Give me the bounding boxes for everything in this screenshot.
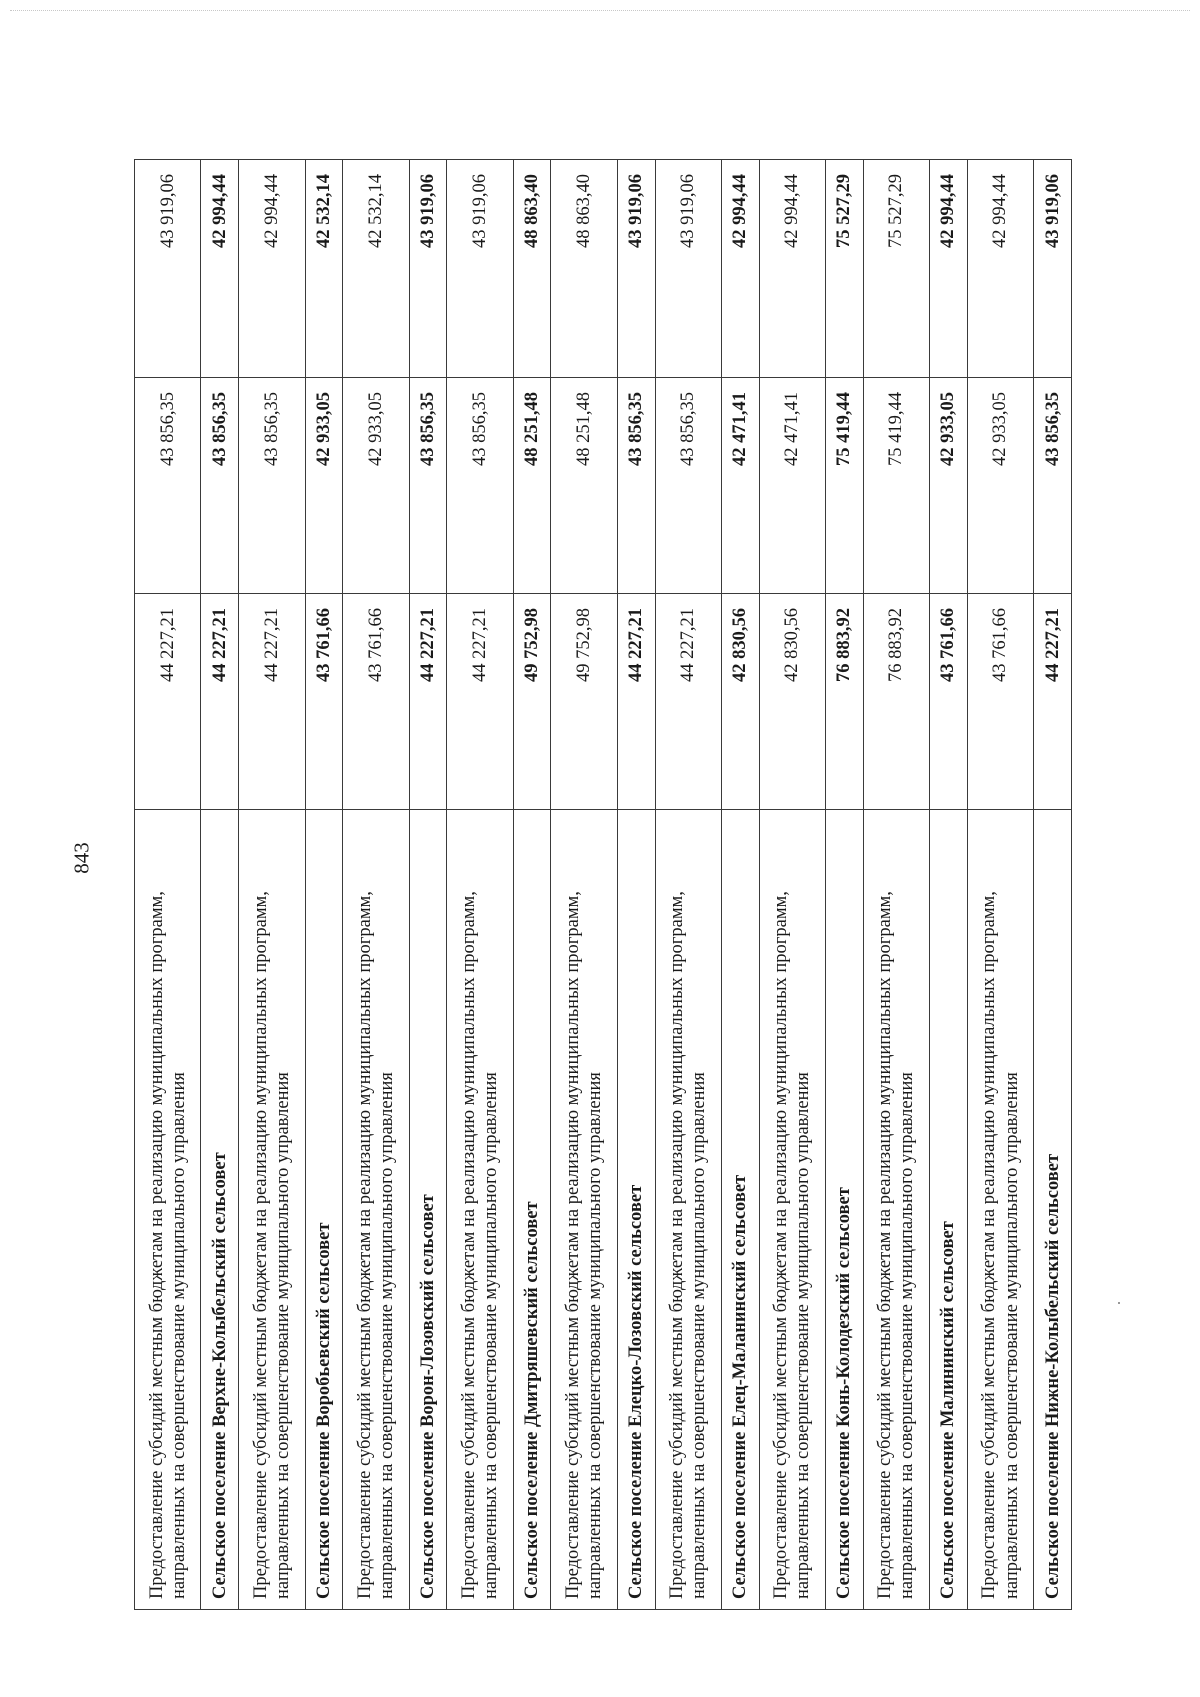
row-value-1: 43 761,66 [930, 594, 968, 810]
settlement-row [305, 160, 343, 1610]
row-value-1: 43 761,66 [305, 594, 343, 810]
budget-table [134, 159, 1072, 1610]
row-value-3: 48 863,40 [513, 160, 551, 378]
subsidy-row [239, 160, 305, 1610]
row-value-3: 42 994,44 [239, 160, 305, 378]
row-value-2: 43 856,35 [201, 378, 239, 594]
row-value-2: 42 933,05 [930, 378, 968, 594]
row-label: Сельское поселение Нижне-Колыбельский сельсовет [1034, 810, 1072, 1610]
row-value-2: 48 251,48 [551, 378, 617, 594]
subsidy-row [551, 160, 617, 1610]
row-value-2: 75 419,44 [863, 378, 929, 594]
row-label: Сельское поселение Дмитряшевский сельсовет [513, 810, 551, 1610]
row-value-1: 43 761,66 [967, 594, 1033, 810]
row-label: Предоставление субсидий местным бюджетам на реализацию муниципальных программ, направленных на совершенствование муниципального управления [239, 810, 305, 1610]
settlement-row [826, 160, 864, 1610]
row-value-2: 43 856,35 [447, 378, 513, 594]
row-value-1: 44 227,21 [655, 594, 721, 810]
row-value-3: 42 994,44 [201, 160, 239, 378]
row-value-1: 49 752,98 [513, 594, 551, 810]
settlement-row [930, 160, 968, 1610]
row-value-2: 43 856,35 [1034, 378, 1072, 594]
row-value-2: 43 856,35 [239, 378, 305, 594]
subsidy-row [447, 160, 513, 1610]
row-value-2: 43 856,35 [409, 378, 447, 594]
row-value-3: 42 994,44 [967, 160, 1033, 378]
settlement-row [617, 160, 655, 1610]
row-value-2: 42 471,41 [721, 378, 759, 594]
rotated-table-wrap [134, 160, 1072, 1610]
row-value-3: 43 919,06 [135, 160, 201, 378]
row-value-1: 44 227,21 [135, 594, 201, 810]
row-value-1: 42 830,56 [759, 594, 825, 810]
row-value-1: 44 227,21 [617, 594, 655, 810]
scan-border-line [10, 10, 1190, 11]
row-label: Сельское поселение Елецко-Лозовский сельсовет [617, 810, 655, 1610]
row-value-3: 43 919,06 [655, 160, 721, 378]
row-value-3: 43 919,06 [1034, 160, 1072, 378]
row-value-1: 44 227,21 [239, 594, 305, 810]
row-value-3: 42 994,44 [759, 160, 825, 378]
row-value-3: 43 919,06 [617, 160, 655, 378]
row-value-3: 42 994,44 [930, 160, 968, 378]
row-value-1: 44 227,21 [201, 594, 239, 810]
row-label: Предоставление субсидий местным бюджетам на реализацию муниципальных программ, направленных на совершенствование муниципального управления [135, 810, 201, 1610]
scan-speck [1118, 1302, 1120, 1304]
settlement-row [409, 160, 447, 1610]
row-value-3: 75 527,29 [826, 160, 864, 378]
settlement-row [1034, 160, 1072, 1610]
row-label: Предоставление субсидий местным бюджетам на реализацию муниципальных программ, направленных на совершенствование муниципального управления [551, 810, 617, 1610]
row-label: Предоставление субсидий местным бюджетам на реализацию муниципальных программ, направленных на совершенствование муниципального управления [655, 810, 721, 1610]
row-value-2: 42 933,05 [967, 378, 1033, 594]
row-value-1: 44 227,21 [1034, 594, 1072, 810]
row-label: Предоставление субсидий местным бюджетам на реализацию муниципальных программ, направленных на совершенствование муниципального управления [967, 810, 1033, 1610]
row-label: Предоставление субсидий местным бюджетам на реализацию муниципальных программ, направленных на совершенствование муниципального управления [863, 810, 929, 1610]
row-value-1: 49 752,98 [551, 594, 617, 810]
row-value-3: 48 863,40 [551, 160, 617, 378]
subsidy-row [863, 160, 929, 1610]
row-value-3: 43 919,06 [447, 160, 513, 378]
row-label: Сельское поселение Верхне-Колыбельский сельсовет [201, 810, 239, 1610]
row-value-2: 42 933,05 [343, 378, 409, 594]
row-value-2: 43 856,35 [135, 378, 201, 594]
row-value-2: 75 419,44 [826, 378, 864, 594]
row-value-1: 76 883,92 [863, 594, 929, 810]
row-label: Предоставление субсидий местным бюджетам на реализацию муниципальных программ, направленных на совершенствование муниципального управления [343, 810, 409, 1610]
row-label: Сельское поселение Воробьевский сельсовет [305, 810, 343, 1610]
settlement-row [513, 160, 551, 1610]
row-value-2: 43 856,35 [617, 378, 655, 594]
row-value-1: 44 227,21 [409, 594, 447, 810]
table-body [135, 160, 1072, 1610]
subsidy-row [135, 160, 201, 1610]
row-label: Сельское поселение Елец-Маланинский сельсовет [721, 810, 759, 1610]
row-label: Предоставление субсидий местным бюджетам на реализацию муниципальных программ, направленных на совершенствование муниципального управления [447, 810, 513, 1610]
page-number: 843 [69, 842, 94, 874]
row-value-3: 42 532,14 [343, 160, 409, 378]
row-value-3: 42 994,44 [721, 160, 759, 378]
subsidy-row [967, 160, 1033, 1610]
row-value-3: 75 527,29 [863, 160, 929, 378]
row-value-2: 48 251,48 [513, 378, 551, 594]
row-value-2: 42 933,05 [305, 378, 343, 594]
row-value-3: 42 532,14 [305, 160, 343, 378]
row-value-3: 43 919,06 [409, 160, 447, 378]
row-value-2: 42 471,41 [759, 378, 825, 594]
row-value-1: 42 830,56 [721, 594, 759, 810]
settlement-row [201, 160, 239, 1610]
row-label: Сельское поселение Конь-Колодезский сельсовет [826, 810, 864, 1610]
table-container [134, 160, 1072, 1610]
subsidy-row [655, 160, 721, 1610]
row-label: Сельское поселение Малининский сельсовет [930, 810, 968, 1610]
row-value-1: 44 227,21 [447, 594, 513, 810]
row-value-1: 76 883,92 [826, 594, 864, 810]
subsidy-row [759, 160, 825, 1610]
row-label: Сельское поселение Ворон-Лозовский сельсовет [409, 810, 447, 1610]
row-value-1: 43 761,66 [343, 594, 409, 810]
row-label: Предоставление субсидий местным бюджетам на реализацию муниципальных программ, направленных на совершенствование муниципального управления [759, 810, 825, 1610]
subsidy-row [343, 160, 409, 1610]
row-value-2: 43 856,35 [655, 378, 721, 594]
settlement-row [721, 160, 759, 1610]
